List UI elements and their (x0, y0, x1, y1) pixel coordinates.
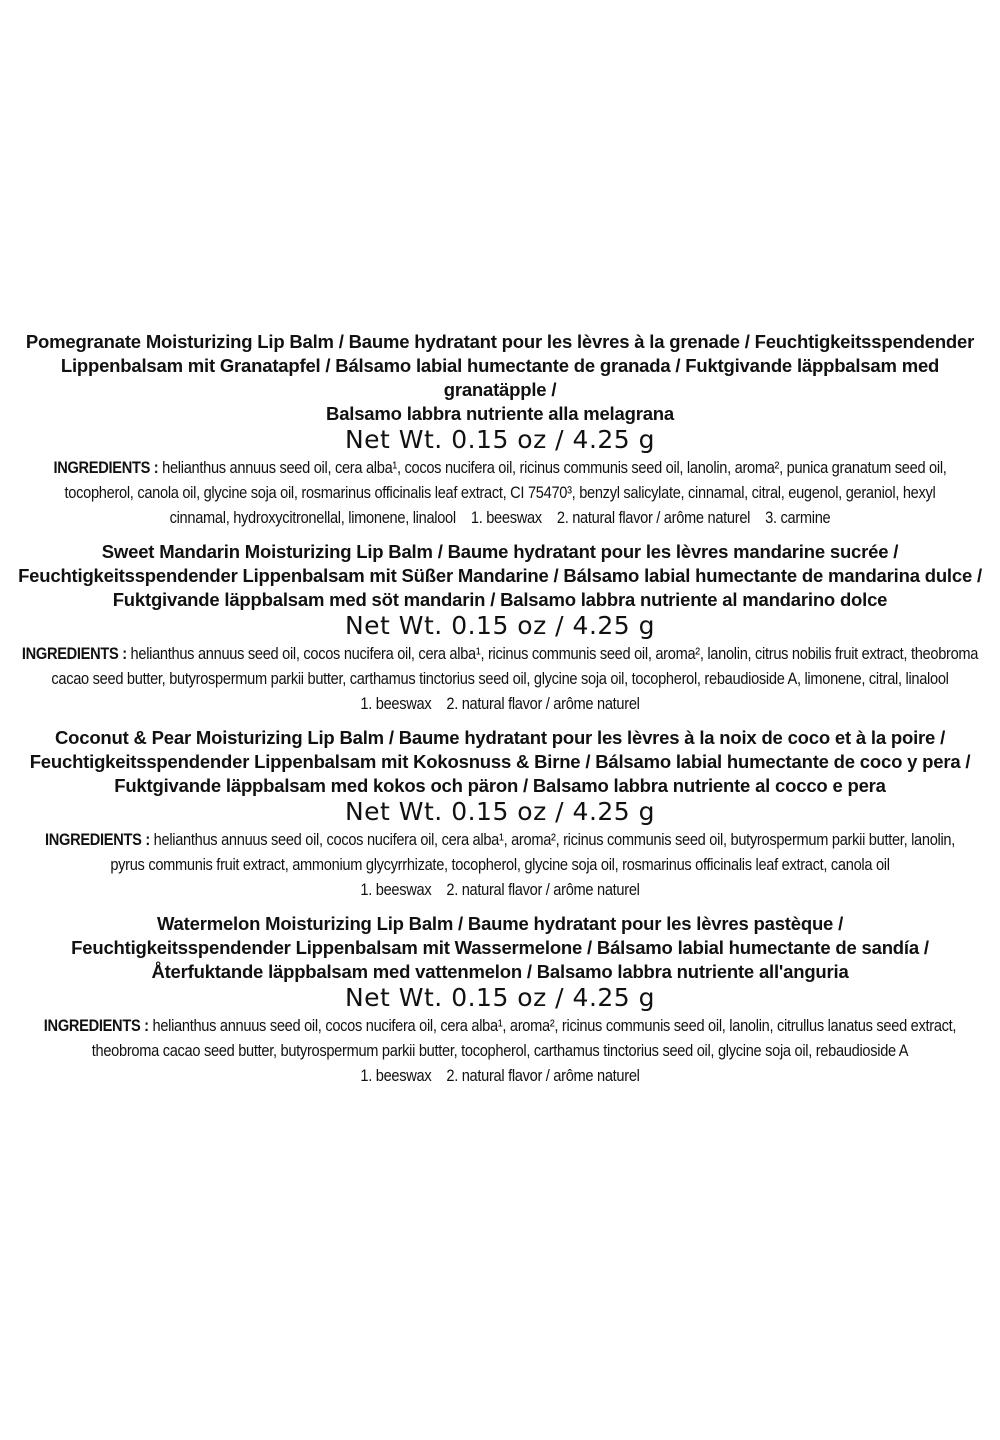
product-title: Coconut & Pear Moisturizing Lip Balm / Baume hydratant pour les lèvres à la noix de coco et à la poire / Feuchtigkeitsspendender Lippenbalsam mit Kokosnuss & Birne / Bálsamo labial humectante de coco y pera / Fuktgivande läppbalsam med kokos och päron / Balsamo labbra nutriente al cocco e pera (29, 727, 971, 796)
ingredients-label: INGREDIENTS : (21, 644, 127, 663)
product-coconut-pear (0, 726, 1000, 902)
ingredients-label: INGREDIENTS : (44, 830, 150, 849)
ingredients-list (1, 641, 999, 691)
product-sweet-mandarin (0, 540, 1000, 716)
net-weight: Net Wt. 0.15 oz / 4.25 g (344, 983, 656, 1012)
footnotes: 1. beeswax 2. natural flavor / arôme naturel 3. carmine (455, 508, 831, 527)
ingredient-label-sheet (0, 330, 1000, 1098)
ingredients-text: helianthus annuus seed oil, cocos nucifera oil, cera alba¹, aroma², ricinus communis seed oil, butyrospermum parkii butter, lanolin, pyrus communis fruit extract, ammonium glycyrrhizate, tocopherol, glycine soja oil, rosmarinus officinalis leaf extract, canola oil (110, 830, 956, 874)
net-weight: Net Wt. 0.15 oz / 4.25 g (344, 611, 656, 640)
product-pomegranate (0, 330, 1000, 530)
ingredients-label: INGREDIENTS : (53, 458, 159, 477)
ingredients-list (1, 827, 999, 877)
net-weight: Net Wt. 0.15 oz / 4.25 g (344, 797, 656, 826)
net-weight: Net Wt. 0.15 oz / 4.25 g (344, 425, 656, 454)
ingredients-label: INGREDIENTS : (43, 1016, 149, 1035)
ingredients-text: helianthus annuus seed oil, cocos nucifera oil, cera alba¹, ricinus communis seed oil, aroma², lanolin, citrus nobilis fruit extract, theobroma cacao seed butter, butyrospermum parkii butter, carthamus tinctorius seed oil, glycine soja oil, tocopherol, rebaudioside A, limonene, citral, linalool (51, 644, 979, 688)
product-title: Sweet Mandarin Moisturizing Lip Balm / Baume hydratant pour les lèvres mandarine sucrée / Feuchtigkeitsspendender Lippenbalsam mit Süßer Mandarine / Bálsamo labial humectante de mandarina dulce / Fuktgivande läppbalsam med söt mandarin / Balsamo labbra nutriente al mandarino dolce (18, 541, 982, 610)
ingredients-list (1, 1013, 999, 1063)
footnotes: 1. beeswax 2. natural flavor / arôme naturel (360, 880, 640, 899)
product-watermelon (0, 912, 1000, 1088)
product-title: Pomegranate Moisturizing Lip Balm / Baume hydratant pour les lèvres à la grenade / Feuchtigkeitsspendender Lippenbalsam mit Granatapfel / Bálsamo labial humectante de granada / Fuktgivande läppbalsam med granatäpple / Balsamo labbra nutriente alla melagrana (25, 331, 975, 424)
ingredients-list (1, 455, 999, 530)
ingredients-text: helianthus annuus seed oil, cera alba¹, cocos nucifera oil, ricinus communis seed oil, lanolin, aroma², punica granatum seed oil, tocopherol, canola oil, glycine soja oil, rosmarinus officinalis leaf extract, CI 75470³, benzyl salicylate, cinnamal, citral, eugenol, geraniol, hexyl cinnamal, hydroxycitronellal, limonene, linalool (64, 458, 947, 527)
ingredients-text: helianthus annuus seed oil, cocos nucifera oil, cera alba¹, aroma², ricinus communis seed oil, lanolin, citrullus lanatus seed extract, theobroma cacao seed butter, butyrospermum parkii butter, tocopherol, carthamus tinctorius seed oil, glycine soja oil, rebaudioside A (91, 1016, 957, 1060)
footnotes: 1. beeswax 2. natural flavor / arôme naturel (360, 694, 640, 713)
product-title: Watermelon Moisturizing Lip Balm / Baume hydratant pour les lèvres pastèque / Feuchtigkeitsspendender Lippenbalsam mit Wassermelone / Bálsamo labial humectante de sandía / Återfuktande läppbalsam med vattenmelon / Balsamo labbra nutriente all'anguria (71, 913, 929, 982)
footnotes: 1. beeswax 2. natural flavor / arôme naturel (360, 1066, 640, 1085)
